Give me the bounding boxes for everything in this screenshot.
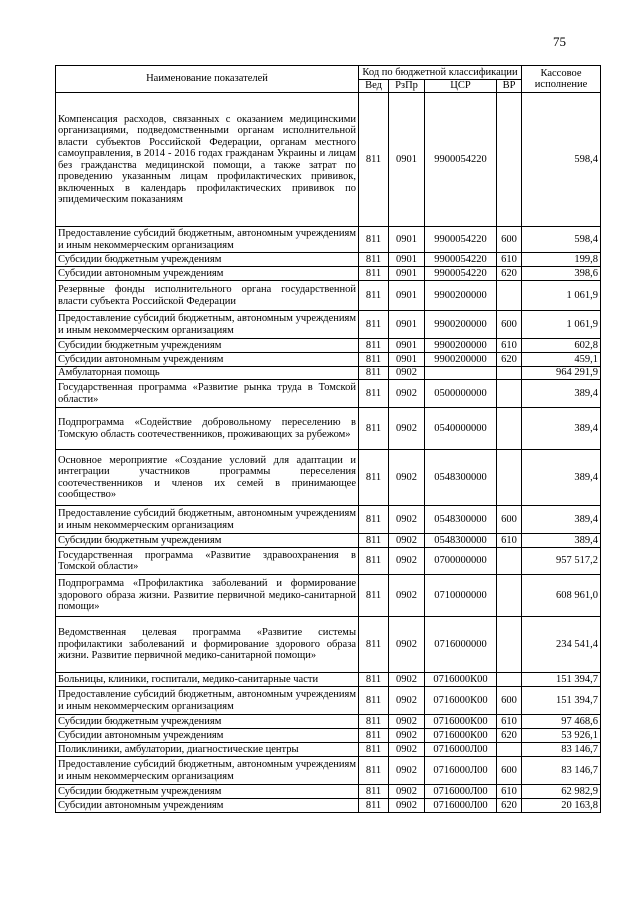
row-vr: 610 xyxy=(497,534,522,548)
row-name: Государственная программа «Развитие рынка труда в Томской области» xyxy=(56,380,359,408)
row-csr: 0716000К00 xyxy=(425,729,497,743)
row-rzpr: 0902 xyxy=(389,450,425,506)
row-sum: 83 146,7 xyxy=(522,757,601,785)
table-row xyxy=(56,757,601,785)
row-csr: 0716000К00 xyxy=(425,715,497,729)
table-row xyxy=(56,534,601,548)
row-vr: 610 xyxy=(497,339,522,353)
row-rzpr: 0902 xyxy=(389,729,425,743)
table-row xyxy=(56,267,601,281)
row-ved: 811 xyxy=(359,380,389,408)
row-rzpr: 0901 xyxy=(389,339,425,353)
page-number: 75 xyxy=(553,34,566,49)
row-rzpr: 0901 xyxy=(389,227,425,253)
table-row xyxy=(56,450,601,506)
row-name: Предоставление субсидий бюджетным, автономным учреждениям и иным некоммерческим организациям xyxy=(56,687,359,715)
row-vr: 600 xyxy=(497,506,522,534)
row-csr: 9900200000 xyxy=(425,311,497,339)
row-csr: 9900200000 xyxy=(425,281,497,311)
row-sum: 964 291,9 xyxy=(522,367,601,380)
row-name: Резервные фонды исполнительного органа государственной власти субъекта Российской Федерации xyxy=(56,281,359,311)
row-vr xyxy=(497,367,522,380)
row-name: Субсидии бюджетным учреждениям xyxy=(56,253,359,267)
column-header-name: Наименование показателей xyxy=(56,66,359,93)
table-row xyxy=(56,673,601,687)
row-rzpr: 0902 xyxy=(389,380,425,408)
row-csr: 9900054220 xyxy=(425,253,497,267)
row-name: Предоставление субсидий бюджетным, автономным учреждениям и иным некоммерческим организациям xyxy=(56,757,359,785)
row-vr: 620 xyxy=(497,353,522,367)
row-rzpr: 0902 xyxy=(389,757,425,785)
row-sum: 97 468,6 xyxy=(522,715,601,729)
row-name: Субсидии бюджетным учреждениям xyxy=(56,785,359,799)
row-sum: 62 982,9 xyxy=(522,785,601,799)
table-row xyxy=(56,575,601,617)
table-row xyxy=(56,93,601,227)
row-csr: 9900054220 xyxy=(425,227,497,253)
row-name: Поликлиники, амбулатории, диагностические центры xyxy=(56,743,359,757)
row-sum: 389,4 xyxy=(522,450,601,506)
row-ved: 811 xyxy=(359,267,389,281)
row-rzpr: 0902 xyxy=(389,506,425,534)
row-csr: 0716000Л00 xyxy=(425,757,497,785)
row-sum: 1 061,9 xyxy=(522,311,601,339)
row-sum: 389,4 xyxy=(522,408,601,450)
row-csr: 0716000000 xyxy=(425,617,497,673)
row-csr: 0716000К00 xyxy=(425,673,497,687)
row-name: Основное мероприятие «Создание условий для адаптации и интеграции участников программы переселения соотечественников и членов их семей в принимающее сообщество» xyxy=(56,450,359,506)
row-vr: 620 xyxy=(497,729,522,743)
row-sum: 234 541,4 xyxy=(522,617,601,673)
table-row xyxy=(56,785,601,799)
row-ved: 811 xyxy=(359,506,389,534)
row-ved: 811 xyxy=(359,367,389,380)
row-sum: 602,8 xyxy=(522,339,601,353)
row-sum: 957 517,2 xyxy=(522,548,601,575)
row-csr: 0716000Л00 xyxy=(425,799,497,813)
row-vr xyxy=(497,575,522,617)
column-header-csr: ЦСР xyxy=(425,80,497,93)
row-ved: 811 xyxy=(359,227,389,253)
table-row xyxy=(56,506,601,534)
row-ved: 811 xyxy=(359,253,389,267)
row-name: Субсидии автономным учреждениям xyxy=(56,799,359,813)
row-rzpr: 0901 xyxy=(389,253,425,267)
row-ved: 811 xyxy=(359,281,389,311)
row-vr xyxy=(497,548,522,575)
table-row xyxy=(56,253,601,267)
row-csr: 0548300000 xyxy=(425,534,497,548)
row-sum: 398,6 xyxy=(522,267,601,281)
row-ved: 811 xyxy=(359,93,389,227)
row-name: Субсидии автономным учреждениям xyxy=(56,729,359,743)
row-ved: 811 xyxy=(359,311,389,339)
row-vr: 620 xyxy=(497,799,522,813)
table-row xyxy=(56,548,601,575)
row-name: Субсидии бюджетным учреждениям xyxy=(56,715,359,729)
row-csr: 0500000000 xyxy=(425,380,497,408)
row-ved: 811 xyxy=(359,339,389,353)
row-ved: 811 xyxy=(359,799,389,813)
row-ved: 811 xyxy=(359,729,389,743)
table-row xyxy=(56,729,601,743)
row-sum: 598,4 xyxy=(522,227,601,253)
row-sum: 459,1 xyxy=(522,353,601,367)
row-csr: 0716000Л00 xyxy=(425,785,497,799)
row-sum: 151 394,7 xyxy=(522,673,601,687)
row-ved: 811 xyxy=(359,575,389,617)
table-row xyxy=(56,281,601,311)
row-vr: 610 xyxy=(497,253,522,267)
row-name: Ведомственная целевая программа «Развитие системы профилактики заболеваний и формирование здорового образа жизни. Развитие первичной медико-санитарной помощи» xyxy=(56,617,359,673)
row-rzpr: 0902 xyxy=(389,548,425,575)
row-ved: 811 xyxy=(359,687,389,715)
row-sum: 83 146,7 xyxy=(522,743,601,757)
row-rzpr: 0902 xyxy=(389,687,425,715)
row-ved: 811 xyxy=(359,534,389,548)
row-rzpr: 0902 xyxy=(389,617,425,673)
row-csr: 0548300000 xyxy=(425,450,497,506)
row-vr: 610 xyxy=(497,715,522,729)
row-sum: 389,4 xyxy=(522,380,601,408)
row-csr: 0716000Л00 xyxy=(425,743,497,757)
table-row xyxy=(56,687,601,715)
row-ved: 811 xyxy=(359,450,389,506)
row-csr: 9900200000 xyxy=(425,353,497,367)
table-row xyxy=(56,367,601,380)
row-rzpr: 0902 xyxy=(389,408,425,450)
row-csr: 9900054220 xyxy=(425,93,497,227)
row-csr: 0710000000 xyxy=(425,575,497,617)
row-vr: 600 xyxy=(497,311,522,339)
row-rzpr: 0902 xyxy=(389,785,425,799)
row-ved: 811 xyxy=(359,548,389,575)
column-header-vr: ВР xyxy=(497,80,522,93)
table-row xyxy=(56,353,601,367)
row-rzpr: 0902 xyxy=(389,367,425,380)
row-vr xyxy=(497,617,522,673)
row-vr xyxy=(497,380,522,408)
row-rzpr: 0902 xyxy=(389,673,425,687)
column-header-execution: Кассовое исполнение xyxy=(522,66,601,93)
row-ved: 811 xyxy=(359,785,389,799)
row-sum: 20 163,8 xyxy=(522,799,601,813)
column-header-rzpr: РзПр xyxy=(389,80,425,93)
row-ved: 811 xyxy=(359,617,389,673)
table-row xyxy=(56,715,601,729)
table-row xyxy=(56,617,601,673)
row-vr xyxy=(497,743,522,757)
row-name: Субсидии автономным учреждениям xyxy=(56,353,359,367)
budget-execution-table xyxy=(55,65,601,813)
row-rzpr: 0902 xyxy=(389,715,425,729)
row-vr: 600 xyxy=(497,687,522,715)
row-vr xyxy=(497,281,522,311)
row-vr xyxy=(497,673,522,687)
row-rzpr: 0902 xyxy=(389,799,425,813)
row-sum: 389,4 xyxy=(522,534,601,548)
row-ved: 811 xyxy=(359,673,389,687)
row-name: Предоставление субсидий бюджетным, автономным учреждениям и иным некоммерческим организациям xyxy=(56,311,359,339)
row-name: Субсидии бюджетным учреждениям xyxy=(56,339,359,353)
row-csr: 9900200000 xyxy=(425,339,497,353)
row-sum: 199,8 xyxy=(522,253,601,267)
row-vr: 610 xyxy=(497,785,522,799)
row-sum: 1 061,9 xyxy=(522,281,601,311)
row-ved: 811 xyxy=(359,353,389,367)
row-name: Субсидии бюджетным учреждениям xyxy=(56,534,359,548)
row-rzpr: 0902 xyxy=(389,743,425,757)
row-sum: 53 926,1 xyxy=(522,729,601,743)
row-vr xyxy=(497,408,522,450)
row-ved: 811 xyxy=(359,757,389,785)
row-name: Подпрограмма «Содействие добровольному переселению в Томскую область соотечественников, проживающих за рубежом» xyxy=(56,408,359,450)
row-name: Субсидии автономным учреждениям xyxy=(56,267,359,281)
row-rzpr: 0901 xyxy=(389,267,425,281)
row-name: Компенсация расходов, связанных с оказанием медицинскими организациями, подведомственными органам исполнительной власти субъектов Российской Федерации, органам местного самоуправления, в 2014 - 2016 годах гражданам Украины и лицам без гражданства медицинской помощи, а также затрат по проведению указанным лицам профилактических прививок, включенных в календарь профилактических прививок по эпидемическим показаниям xyxy=(56,93,359,227)
row-rzpr: 0902 xyxy=(389,534,425,548)
row-vr: 600 xyxy=(497,227,522,253)
row-csr xyxy=(425,367,497,380)
table-body xyxy=(56,93,601,813)
table-row xyxy=(56,380,601,408)
table-row xyxy=(56,799,601,813)
row-rzpr: 0901 xyxy=(389,281,425,311)
row-rzpr: 0901 xyxy=(389,353,425,367)
row-sum: 608 961,0 xyxy=(522,575,601,617)
row-rzpr: 0901 xyxy=(389,93,425,227)
row-rzpr: 0902 xyxy=(389,575,425,617)
column-header-code-group: Код по бюджетной классификации xyxy=(359,66,522,80)
row-csr: 0540000000 xyxy=(425,408,497,450)
row-csr: 9900054220 xyxy=(425,267,497,281)
table-row xyxy=(56,408,601,450)
row-vr: 600 xyxy=(497,757,522,785)
row-sum: 389,4 xyxy=(522,506,601,534)
row-csr: 0716000К00 xyxy=(425,687,497,715)
row-ved: 811 xyxy=(359,408,389,450)
row-name: Государственная программа «Развитие здравоохранения в Томской области» xyxy=(56,548,359,575)
row-name: Больницы, клиники, госпитали, медико-санитарные части xyxy=(56,673,359,687)
table-row xyxy=(56,311,601,339)
row-csr: 0700000000 xyxy=(425,548,497,575)
row-sum: 598,4 xyxy=(522,93,601,227)
row-name: Подпрограмма «Профилактика заболеваний и формирование здорового образа жизни. Развитие первичной медико-санитарной помощи» xyxy=(56,575,359,617)
row-name: Предоставление субсидий бюджетным, автономным учреждениям и иным некоммерческим организациям xyxy=(56,227,359,253)
row-sum: 151 394,7 xyxy=(522,687,601,715)
row-rzpr: 0901 xyxy=(389,311,425,339)
row-vr: 620 xyxy=(497,267,522,281)
row-vr xyxy=(497,450,522,506)
row-csr: 0548300000 xyxy=(425,506,497,534)
table-row xyxy=(56,227,601,253)
column-header-ved: Вед xyxy=(359,80,389,93)
table-row xyxy=(56,339,601,353)
row-vr xyxy=(497,93,522,227)
row-ved: 811 xyxy=(359,715,389,729)
row-name: Предоставление субсидий бюджетным, автономным учреждениям и иным некоммерческим организациям xyxy=(56,506,359,534)
row-name: Амбулаторная помощь xyxy=(56,367,359,380)
table-row xyxy=(56,743,601,757)
row-ved: 811 xyxy=(359,743,389,757)
